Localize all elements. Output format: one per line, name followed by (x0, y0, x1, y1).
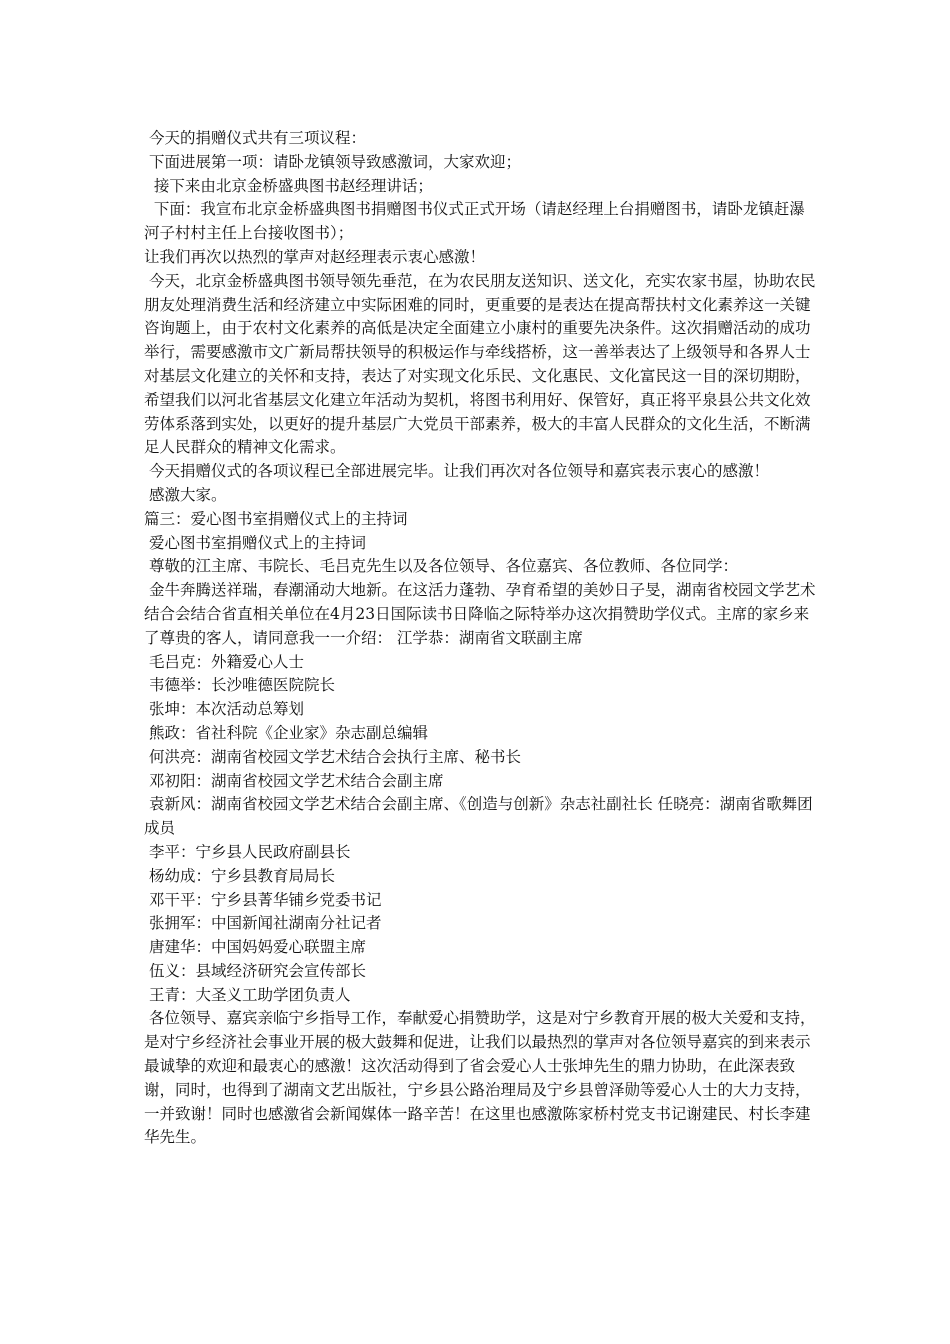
closing-speech-paragraph: 各位领导、嘉宾亲临宁乡指导工作，奉献爱心捐赞助学，这是对宁乡教育开展的极大关爱和支持，是对宁乡经济社会事业开展的极大鼓舞和促进，让我们以最热烈的掌声对各位领导嘉宾的到来表示最诚挚的欢迎和最衷心的感激！这次活动得到了省会爱心人士张坤先生的鼎力协助，在此深表致谢，同时，也得到了湖南文艺出版社，宁乡县公路治理局及宁乡县曾泽勋等爱心人士的大力支持，一并致谢！同时也感激省会新闻媒体一路辛苦！在这里也感激陈家桥村党支书记谢建民、村长李建华先生。 (144, 1009, 816, 1147)
thanks-paragraph: 感激大家。 (144, 485, 227, 504)
guest-list-item: 邓初阳：湖南省校园文学艺术结合会副主席 (144, 771, 444, 790)
guest-list-item: 唐建华：中国妈妈爱心联盟主席 (144, 938, 366, 957)
guest-list-item: 王青：大圣义工助学团负责人 (144, 985, 351, 1004)
agenda-item-2-paragraph: 接下来由北京金桥盛典图书赵经理讲话； (144, 176, 433, 195)
guest-list-item: 杨幼成：宁乡县教育局局长 (144, 866, 335, 885)
guest-list-item: 伍义：县域经济研究会宣传部长 (144, 961, 366, 980)
guest-list-item: 李平：宁乡县人民政府副县长 (144, 842, 351, 861)
agenda-item-3-paragraph: 下面：我宣布北京金桥盛典图书捐赠图书仪式正式开场（请赵经理上台捐赠图书，请卧龙镇赶瀑河子村村主任上台接收图书）； (144, 200, 805, 243)
guest-list-item: 毛吕克：外籍爱心人士 (144, 652, 304, 671)
agenda-intro-paragraph: 今天的捐赠仪式共有三项议程： (144, 129, 366, 147)
opening-remarks-paragraph: 金牛奔腾送祥瑞，春潮涌动大地新。在这活力蓬勃、孕育希望的美妙日子旻，湖南省校园文学艺术结合会结合省直相关单位在4月23日国际读书日降临之际特举办这次捐赞助学仪式。主席的家乡来了尊贵的客人，请同意我一一介绍： 江学恭：湖南省文联副主席 (144, 581, 816, 647)
guest-list-item: 何洪亮：湖南省校园文学艺术结合会执行主席、秘书长 (144, 747, 521, 766)
closing-paragraph: 今天捐赠仪式的各项议程已全部进展完毕。让我们再次对各位领导和嘉宾表示衷心的感激！ (144, 462, 769, 481)
guest-list-item: 邓干平：宁乡县菁华铺乡党委书记 (144, 890, 382, 909)
agenda-item-1-paragraph: 下面进展第一项：请卧龙镇领导致感激词，大家欢迎； (144, 152, 521, 171)
main-speech-paragraph: 今天，北京金桥盛典图书领导领先垂范，在为农民朋友送知识、送文化，充实农家书屋，协助农民朋友处理消费生活和经济建立中实际困难的同时，更重要的是表达在提高帮扶村文化素养这一关键咨询题上，由于农村文化素养的高低是决定全面建立小康村的重要先决条件。这次捐赠活动的成功举行，需要感激市文广新局帮扶领导的积极运作与牵线搭桥，这一善举表达了上级领导和各界人士对基层文化建立的关怀和支持，表达了对实现文化乐民、文化惠民、文化富民这一目的深切期盼，希望我们以河北省基层文化建立年活动为契机，将图书利用好、保管好，真正将平泉县公共文化效劳体系落到实处，以更好的提升基层广大党员干部素养，极大的丰富人民群众的文化生活，不断满足人民群众的精神文化需求。 (144, 271, 816, 457)
guest-list-item: 熊政：省社科院《企业家》杂志副总编辑 (144, 723, 428, 742)
guest-list-item: 张坤：本次活动总筹划 (144, 700, 304, 719)
section-heading: 篇三：爱心图书室捐赠仪式上的主持词 (144, 509, 408, 528)
document-body (144, 127, 816, 1150)
guest-list-item: 袁新风：湖南省校园文学艺术结合会副主席、《创造与创新》杂志社副社长 任晓亮：湖南省歌舞团成员 (144, 795, 813, 838)
section-subtitle: 爱心图书室捐赠仪式上的主持词 (144, 533, 366, 552)
salutation-paragraph: 尊敬的江主席、韦院长、毛吕克先生以及各位领导、各位嘉宾、各位教师、各位同学： (144, 557, 738, 576)
applause-paragraph: 让我们再次以热烈的掌声对赵经理表示衷心感激！ (144, 247, 486, 266)
guest-list-item: 韦德举：长沙唯德医院院长 (144, 676, 335, 695)
guest-list-item: 张拥军：中国新闻社湖南分社记者 (144, 914, 382, 933)
